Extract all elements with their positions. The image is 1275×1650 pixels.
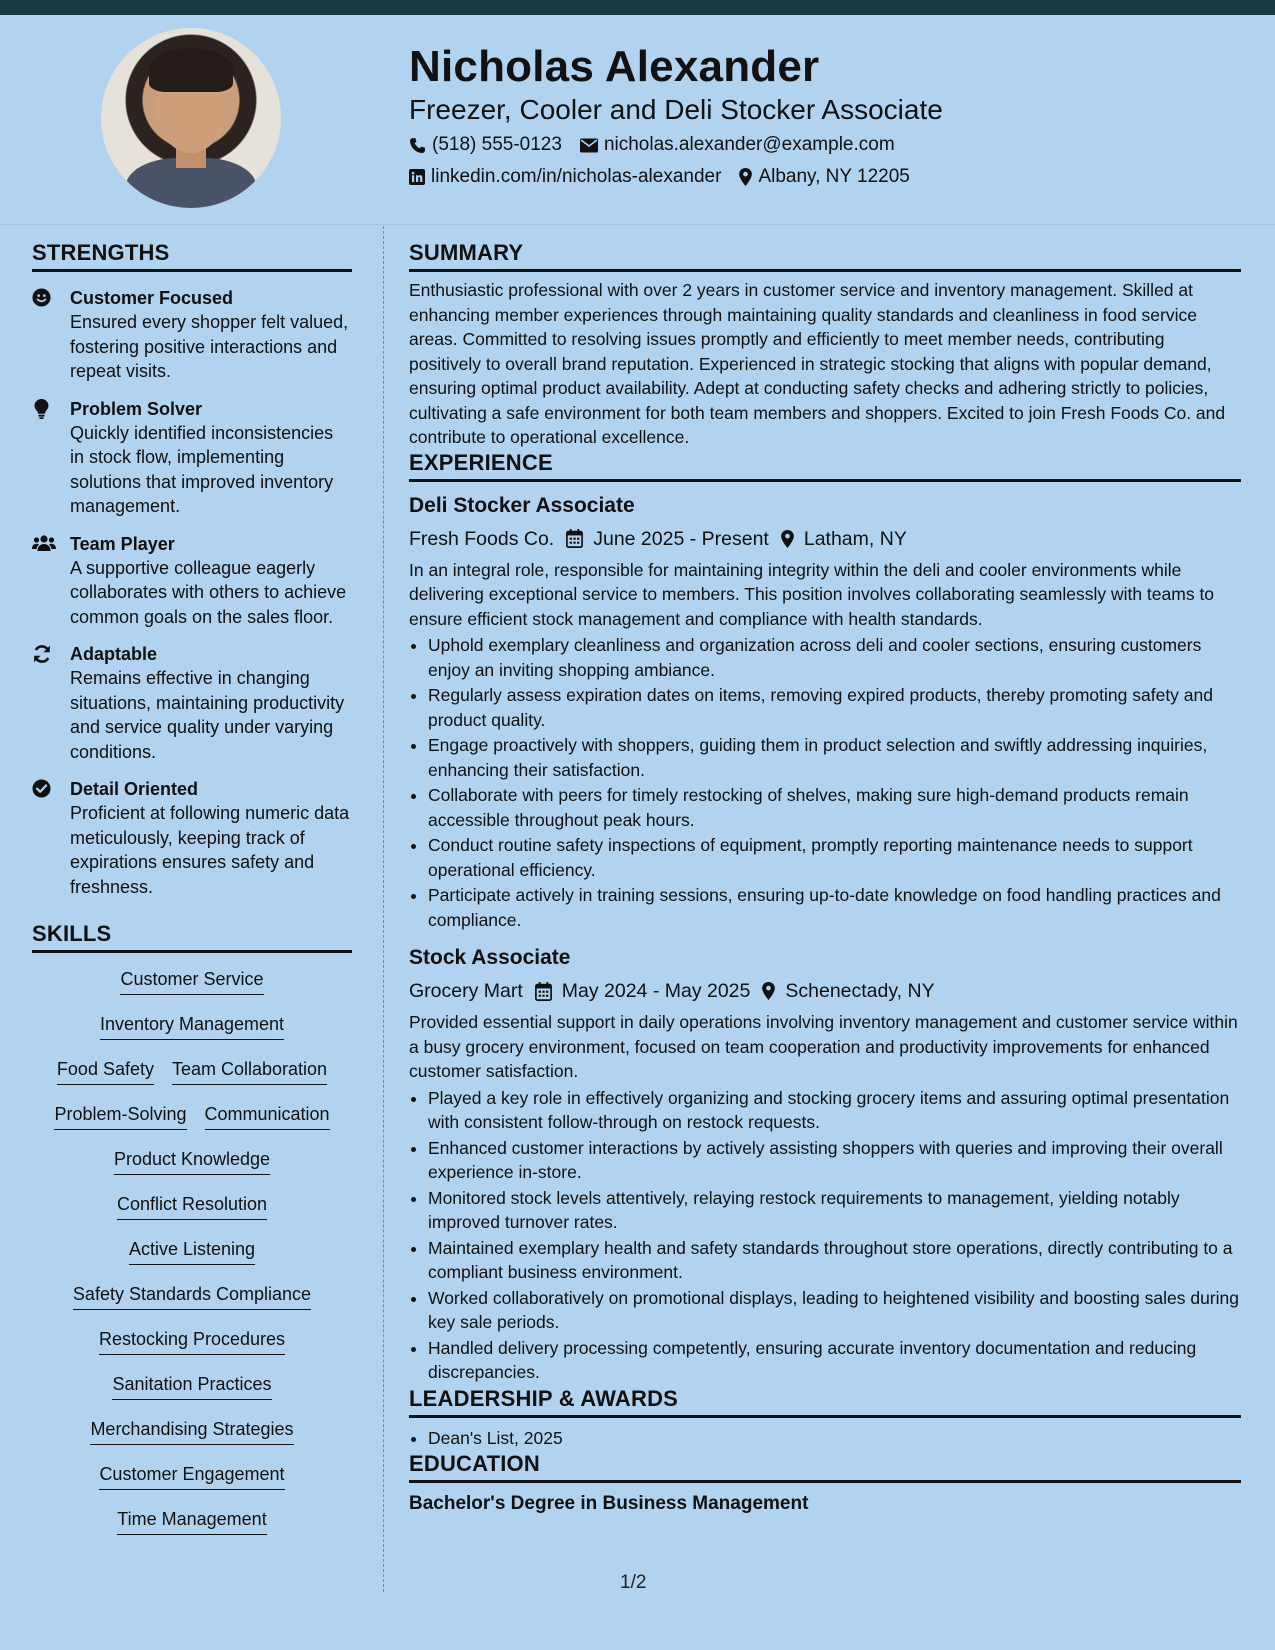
strength-desc: Ensured every shopper felt valued, fostering positive interactions and repeat visits. — [70, 312, 349, 381]
contact-row-1 — [409, 134, 895, 156]
linkedin-icon — [409, 169, 425, 185]
strength-desc: Quickly identified inconsistencies in stock flow, implementing solutions that improved inventory management. — [70, 422, 334, 516]
list-item: • Engage proactively with shoppers, guiding them in product selection and swiftly addressing inquiries, enhancing their satisfaction. — [428, 733, 1241, 782]
skill-tag: Inventory Management — [100, 1012, 284, 1040]
strength-title: Detail Oriented — [70, 779, 199, 799]
skill-tag: Restocking Procedures — [99, 1327, 285, 1355]
page-number: 1/2 — [620, 1572, 647, 1593]
location-text: Albany, NY 12205 — [758, 166, 910, 187]
skill-tag: Team Collaboration — [172, 1057, 327, 1085]
list-item: • Maintained exemplary health and safety standards throughout store operations, directly contributing to a compliant business environment. — [428, 1236, 1241, 1285]
list-item: • Monitored stock levels attentively, relaying restock requirements to management, yielding notably improved turnover rates. — [428, 1186, 1241, 1235]
skill-tag: Sanitation Practices — [112, 1372, 271, 1400]
map-marker-icon — [781, 530, 794, 548]
contact-row-2 — [409, 166, 910, 188]
degree-title: Bachelor's Degree in Business Management — [409, 1493, 809, 1514]
job-description: Provided essential support in daily operations involving inventory management and customer service within a busy grocery environment, focused on team cooperation and productivity improvements for enhanced customer satisfaction. — [409, 1012, 1238, 1081]
strength-item — [32, 397, 352, 519]
strength-desc: A supportive colleague eagerly collaborates with others to achieve common goals on the sales floor. — [70, 557, 347, 627]
strength-title: Adaptable — [70, 644, 158, 664]
skill-tag: Customer Engagement — [99, 1462, 284, 1490]
skill-tag: Time Management — [117, 1507, 266, 1535]
header-divider — [0, 224, 1275, 225]
job-description: In an integral role, responsible for maintaining integrity within the deli and cooler environments while delivering exceptional service to members. This position involves collaborating seamlessly with teams to ensure efficient stock management and compliance with health standards. — [409, 559, 1215, 629]
map-marker-icon — [739, 168, 752, 186]
calendar-icon — [566, 529, 583, 548]
skill-tag: Food Safety — [57, 1057, 154, 1085]
strength-item — [32, 642, 352, 764]
education-heading: EDUCATION — [409, 1451, 1241, 1483]
skills-list — [32, 967, 352, 1552]
list-item: • Uphold exemplary cleanliness and organization across deli and cooler sections, ensuring customers enjoy an inviting shopping ambiance. — [428, 633, 1241, 682]
strength-item — [32, 286, 352, 384]
summary-heading: SUMMARY — [409, 240, 1241, 272]
skill-tag: Product Knowledge — [114, 1147, 270, 1175]
strengths-heading: STRENGTHS — [32, 240, 352, 272]
list-item: • Handled delivery processing competently, ensuring accurate inventory documentation and reducing discrepancies. — [428, 1336, 1241, 1385]
job-bullets — [409, 1086, 1241, 1385]
strength-item — [32, 777, 352, 899]
strength-desc: Proficient at following numeric data meticulously, keeping track of expirations ensures safety and freshness. — [70, 803, 350, 897]
job-bullets — [409, 633, 1241, 932]
phone-icon — [409, 137, 426, 154]
list-item: • Dean's List, 2025 — [428, 1426, 1241, 1451]
job-dates: May 2024 - May 2025 — [561, 980, 751, 1002]
list-item: • Conduct routine safety inspections of equipment, promptly reporting maintenance needs to support operational efficiency. — [428, 833, 1241, 882]
skill-tag: Merchandising Strategies — [90, 1417, 293, 1445]
strength-title: Team Player — [70, 533, 175, 554]
company-name: Grocery Mart — [409, 980, 523, 1002]
skill-tag: Problem-Solving — [54, 1102, 186, 1130]
right-column — [409, 240, 1241, 1515]
check-circle-icon — [32, 777, 58, 899]
calendar-icon — [535, 982, 552, 1001]
left-column — [32, 240, 352, 1552]
candidate-name: Nicholas Alexander — [409, 42, 820, 91]
skills-heading: SKILLS — [32, 921, 352, 953]
skill-tag: Communication — [205, 1102, 330, 1130]
job-dates: June 2025 - Present — [593, 527, 769, 550]
job-title: Deli Stocker Associate — [409, 493, 635, 517]
linkedin-link[interactable]: linkedin.com/in/nicholas-alexander — [431, 166, 722, 187]
skill-tag: Customer Service — [120, 967, 263, 995]
experience-heading: EXPERIENCE — [409, 450, 1241, 482]
smile-icon — [32, 286, 58, 384]
job-title: Stock Associate — [409, 946, 571, 969]
job-location: Schenectady, NY — [785, 980, 935, 1002]
map-marker-icon — [762, 982, 775, 1000]
list-item: • Participate actively in training sessions, ensuring up-to-date knowledge on food handling practices and compliance. — [428, 883, 1241, 932]
strength-desc: Remains effective in changing situations, maintaining productivity and service quality under varying conditions. — [70, 668, 345, 762]
leadership-heading: LEADERSHIP & AWARDS — [409, 1386, 1241, 1418]
leadership-list — [409, 1426, 1241, 1451]
list-item: • Enhanced customer interactions by actively assisting shoppers with queries and improving their overall experience in-store. — [428, 1136, 1241, 1185]
strength-item — [32, 532, 352, 630]
email-link[interactable]: nicholas.alexander@example.com — [603, 134, 895, 155]
profile-photo — [101, 28, 281, 208]
top-bar — [0, 0, 1275, 15]
list-item: • Worked collaboratively on promotional displays, leading to heightened visibility and boosting sales during key sale periods. — [428, 1286, 1241, 1335]
envelope-icon — [580, 138, 598, 153]
skill-tag: Conflict Resolution — [117, 1192, 267, 1220]
job-location: Latham, NY — [803, 527, 907, 550]
sync-icon — [32, 642, 58, 764]
list-item: • Regularly assess expiration dates on items, removing expired products, thereby promoting safety and product quality. — [428, 683, 1241, 732]
lightbulb-icon — [32, 397, 58, 519]
job-meta — [409, 978, 1241, 1004]
list-item: • Collaborate with peers for timely restocking of shelves, making sure high-demand products remain accessible throughout peak hours. — [428, 783, 1241, 832]
column-divider — [383, 226, 384, 1592]
users-icon — [32, 532, 58, 630]
skill-tag: Active Listening — [129, 1237, 255, 1265]
candidate-role: Freezer, Cooler and Deli Stocker Associate — [409, 94, 943, 125]
strength-title: Problem Solver — [70, 398, 203, 419]
list-item: • Played a key role in effectively organizing and stocking grocery items and assuring optimal presentation with consistent follow-through on restock requests. — [428, 1086, 1241, 1135]
summary-text: Enthusiastic professional with over 2 years in customer service and inventory management. Skilled at enhancing member experiences through maintaining quality standards and cleanliness in food service areas. Committed to resolving issues promptly and efficiently to meet member needs, contributing positively to overall brand reputation. Experienced in strategic stocking that aligns with popular demand, ensuring optimal product availability. Adept at conducting safety checks and adhering strictly to policies, cultivating a safe environment for both team members and shoppers. Excited to join Fresh Foods Co. and contribute to operational excellence. — [409, 280, 1226, 447]
job-meta — [409, 526, 1241, 552]
phone-number[interactable]: (518) 555-0123 — [432, 134, 562, 155]
company-name: Fresh Foods Co. — [409, 527, 555, 550]
skill-tag: Safety Standards Compliance — [73, 1282, 311, 1310]
strength-title: Customer Focused — [70, 288, 234, 308]
